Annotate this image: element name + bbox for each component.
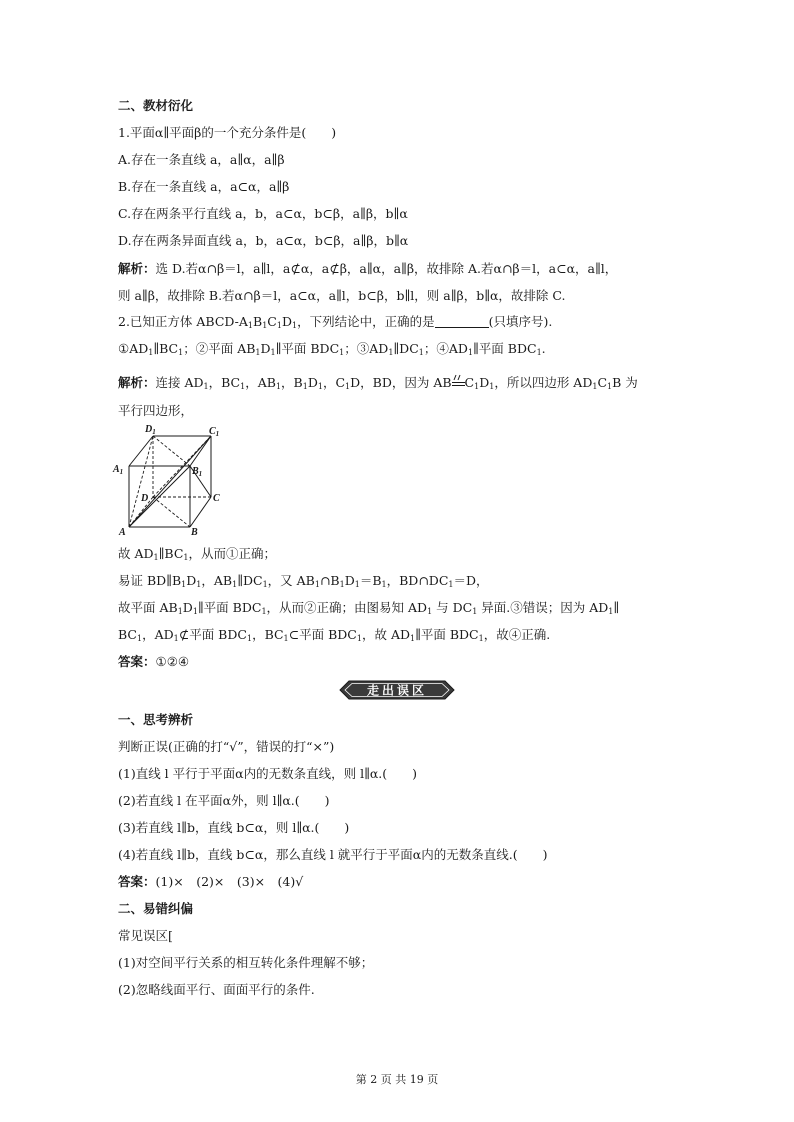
q2-analysis-line-5: 故平面 $AB_1D_1\parallel$平面 $BDC_1$，从而②正确；由图易知 $AD_1$ 与 $DC_1$ 异面.③错误；因为 $AD_1\parallel$ <box>118 600 620 616</box>
q1-analysis-line-2: 则 a∥β，故排除 B.若α∩β＝l，a⊂α，a∥l，b⊂β，b∥l，则 a∥β，b∥α，故排除 C. <box>118 288 566 303</box>
q1-stem: 1.平面α∥平面β的一个充分条件是( ) <box>118 125 337 140</box>
analysis-label: 解析： <box>118 375 156 390</box>
answer-label: 答案： <box>118 654 156 669</box>
vertex-label-c1: $C_1$ <box>209 426 220 438</box>
q2-analysis-line-1: 解析：连接 $AD_1$，$BC_1$，$AB_1$，$B_1D_1$，$C_1D$，BD，因为 AB $C_1D_1$，所以四边形 $AD_1C_1B$ 为 <box>118 375 638 391</box>
judge-answer <box>118 874 303 890</box>
error-item-2: (2)忽略线面平行、面面平行的条件. <box>118 982 315 997</box>
q1-analysis-line-1: 解析：选 D.若α∩β＝l，a∥l，a⊄α，a⊄β，a∥α，a∥β，故排除 A.若α∩β＝l，a⊂α，a∥l， <box>118 261 618 276</box>
judge-item-4: (4)若直线 l∥b，直线 b⊂α，那么直线 l 就平行于平面α内的无数条直线.( ) <box>118 847 548 862</box>
q1-option-a: A.存在一条直线 a，a∥α，a∥β <box>118 152 285 167</box>
common-errors-heading: 常见误区[ <box>118 928 173 943</box>
section-title-think: 一、思考辨析 <box>118 712 194 727</box>
judge-item-2: (2)若直线 l 在平面α外，则 l∥α.( ) <box>118 793 330 808</box>
q2-analysis-line-6: $BC_1$，$AD_1⊄$平面 $BDC_1$，$BC_1\subset$平面 $BDC_1$，故 $AD_1\parallel$平面 $BDC_1$，故④正确. <box>118 627 551 643</box>
q1-option-b: B.存在一条直线 a，a⊂α，a∥β <box>118 179 290 194</box>
answer-blank <box>435 315 489 328</box>
q1-option-c: C.存在两条平行直线 a，b，a⊂α，b⊂β，a∥β，b∥α <box>118 206 408 221</box>
judge-item-3: (3)若直线 l∥b，直线 b⊂α，则 l∥α.( ) <box>118 820 350 835</box>
q2-analysis-line-2: 平行四边形， <box>118 403 194 418</box>
page-footer: 第 2 页 共 19 页 <box>355 1073 439 1086</box>
parallel-equal-symbol <box>452 374 465 391</box>
q2-statements: $①AD_1\parallel BC_1$；②平面 $AB_1D_1\parallel$平面 $BDC_1$；$③AD_1\parallel DC_1$；$④AD_1\parallel$平面 $BDC_1$. <box>118 341 546 357</box>
vertex-label-a1: $A_1$ <box>113 464 124 476</box>
section-title-errors: 二、易错纠偏 <box>118 901 194 916</box>
judge-instruction: 判断正误(正确的打“√”，错误的打“×”) <box>118 739 335 754</box>
banner-text: 走出误区 <box>366 683 428 698</box>
section-banner <box>339 680 455 700</box>
vertex-label-c: C <box>213 493 220 504</box>
cube-diagram <box>112 422 228 544</box>
vertex-label-d: D <box>141 493 149 504</box>
q2-answer <box>118 654 189 670</box>
vertex-label-d1: $D_1$ <box>145 424 156 436</box>
section-title-textbook: 二、教材衍化 <box>118 98 194 113</box>
answer-value: (1)× (2)× (3)× (4)√ <box>155 874 304 889</box>
vertex-label-b1: $B_1$ <box>192 466 203 478</box>
answer-label: 答案： <box>118 874 156 889</box>
q2-analysis-line-3: 故 $AD_1\parallel BC_1$，从而①正确； <box>118 546 276 562</box>
q1-option-d: D.存在两条异面直线 a，b，a⊂α，b⊂β，a∥β，b∥α <box>118 233 409 248</box>
q2-stem: 2.已知正方体 ABCD-$A_1B_1C_1D_1$，下列结论中，正确的是 (只填序号). <box>118 314 553 330</box>
vertex-label-a: A <box>119 527 126 538</box>
analysis-label: 解析： <box>118 261 156 276</box>
answer-value: ①②④ <box>155 654 190 669</box>
error-item-1: (1)对空间平行关系的相互转化条件理解不够； <box>118 955 374 970</box>
judge-item-1: (1)直线 l 平行于平面α内的无数条直线，则 l∥α.( ) <box>118 766 418 781</box>
q2-analysis-line-4: 易证 $BD\parallel B_1D_1$，$AB_1\parallel DC_1$，又 $AB_1\cap B_1D_1=B_1$，$BD\cap DC_1=D$， <box>118 573 489 589</box>
vertex-label-b: B <box>191 527 198 538</box>
